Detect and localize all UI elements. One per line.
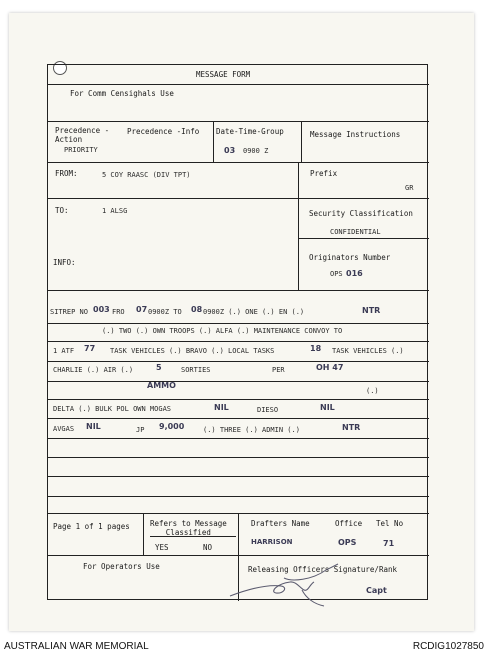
msg-line1-e: 0900Z TO bbox=[148, 308, 182, 316]
msg-line7-b: NIL bbox=[86, 422, 101, 431]
msg-line7-e: (.) THREE (.) ADMIN (.) bbox=[203, 426, 300, 434]
telno-value: 71 bbox=[383, 539, 395, 548]
msg-line3-c: TASK VEHICLES (.) BRAVO (.) LOCAL TASKS bbox=[110, 347, 275, 355]
office-value: OPS bbox=[338, 538, 357, 547]
msg-line7-d: 9,000 bbox=[159, 422, 185, 431]
msg-line4-b: 5 bbox=[156, 363, 162, 372]
msg-line1-a: SITREP NO bbox=[50, 308, 88, 316]
msg-line3-e: TASK VEHICLES (.) bbox=[332, 347, 404, 355]
msg-line4-c: SORTIES bbox=[181, 366, 211, 374]
to-value: 1 ALSG bbox=[102, 207, 128, 215]
precedence-info-label: Precedence -Info bbox=[127, 127, 200, 136]
precedence-action-value: PRIORITY bbox=[64, 146, 98, 154]
prefix-value: GR bbox=[405, 184, 414, 192]
msg-line1-b: 003 bbox=[93, 305, 110, 314]
form-title: MESSAGE FORM bbox=[196, 70, 251, 79]
msg-line6-c: DIESO bbox=[257, 406, 279, 414]
from-label: FROM: bbox=[55, 169, 78, 178]
msg-line5-b: (.) bbox=[366, 387, 379, 395]
originators-label: Originators Number bbox=[309, 253, 391, 262]
originators-number: 016 bbox=[346, 269, 363, 278]
footer-record-id: RCDIG1027850 bbox=[412, 641, 484, 652]
msg-line3-a: 1 ATF bbox=[53, 347, 75, 355]
msg-line6-a: DELTA (.) BULK POL OWN MOGAS bbox=[53, 405, 172, 413]
comcen-label: For Comm Censighals Use bbox=[70, 89, 174, 98]
from-value: 5 COY RAASC (DIV TPT) bbox=[102, 171, 191, 179]
msg-line4-a: CHARLIE (.) AIR (.) bbox=[53, 366, 134, 374]
page-count-label: Page 1 of 1 pages bbox=[53, 522, 130, 531]
msg-line4-d: PER bbox=[272, 366, 285, 374]
msg-line1-d: 07 bbox=[136, 305, 148, 314]
footer-archive-name: AUSTRALIAN WAR MEMORIAL bbox=[4, 641, 149, 652]
prefix-label: Prefix bbox=[310, 169, 338, 178]
msg-line2: (.) TWO (.) OWN TROOPS (.) ALFA (.) MAINTENANCE CONVOY TO bbox=[102, 327, 343, 335]
message-instructions-label: Message Instructions bbox=[310, 130, 401, 139]
drafters-value: HARRISON bbox=[251, 538, 293, 546]
dtg-label: Date-Time-Group bbox=[216, 127, 284, 136]
msg-line3-d: 18 bbox=[310, 344, 322, 353]
msg-line1-g: 0900Z (.) ONE (.) EN (.) bbox=[203, 308, 305, 316]
refers-label: Refers to Message Classified bbox=[150, 519, 227, 537]
msg-line6-d: NIL bbox=[320, 403, 335, 412]
office-label: Office bbox=[335, 519, 363, 528]
msg-line7-f: NTR bbox=[342, 423, 361, 432]
refers-yes: YES bbox=[155, 543, 169, 552]
msg-line1-h: NTR bbox=[362, 306, 381, 315]
security-value: CONFIDENTIAL bbox=[330, 228, 381, 236]
msg-line6-b: NIL bbox=[214, 403, 229, 412]
msg-line4-e: OH 47 bbox=[316, 363, 344, 372]
signature-scrawl bbox=[226, 560, 346, 612]
operators-label: For Operators Use bbox=[83, 562, 160, 571]
info-label: INFO: bbox=[53, 258, 76, 267]
releasing-rank: Capt bbox=[366, 586, 387, 595]
precedence-action-label: Precedence - Action bbox=[55, 126, 110, 144]
to-label: TO: bbox=[55, 206, 69, 215]
drafters-label: Drafters Name bbox=[251, 519, 310, 528]
dtg-time-value: 0900 Z bbox=[243, 147, 269, 155]
msg-line3-b: 77 bbox=[84, 344, 96, 353]
msg-line1-f: 08 bbox=[191, 305, 203, 314]
msg-line5-a: AMMO bbox=[147, 381, 176, 390]
msg-line7-a: AVGAS bbox=[53, 425, 75, 433]
releasing-label: Releasing Officers Signature/Rank bbox=[248, 565, 398, 574]
dtg-day-value: 03 bbox=[224, 146, 236, 155]
originators-prefix: OPS bbox=[330, 270, 343, 278]
msg-line7-c: JP bbox=[136, 426, 145, 434]
refers-no: NO bbox=[203, 543, 213, 552]
telno-label: Tel No bbox=[376, 519, 404, 528]
security-label: Security Classification bbox=[309, 209, 413, 218]
msg-line1-c: FRO bbox=[112, 308, 125, 316]
